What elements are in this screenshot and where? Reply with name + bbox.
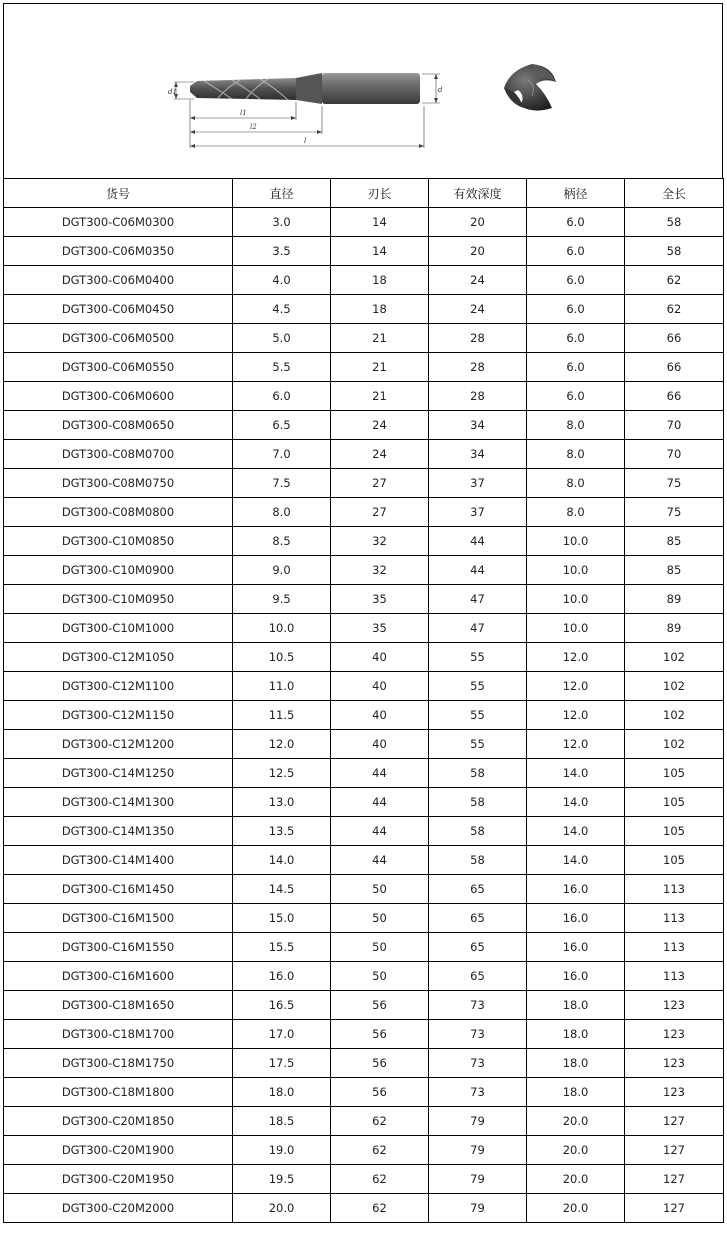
cell-shank-diameter: 14.0: [527, 817, 625, 846]
cell-shank-diameter: 12.0: [527, 643, 625, 672]
cell-diameter: 4.5: [233, 295, 331, 324]
table-row: [4, 1020, 724, 1049]
cell-shank-diameter: 18.0: [527, 1049, 625, 1078]
drill-end-view: [504, 64, 556, 111]
cell-part-number: DGT300-C16M1550: [4, 933, 233, 962]
cell-effective-depth: 73: [429, 991, 527, 1020]
table-row: [4, 672, 724, 701]
table-row: [4, 411, 724, 440]
cell-shank-diameter: 6.0: [527, 295, 625, 324]
cell-effective-depth: 58: [429, 817, 527, 846]
cell-overall-length: 105: [625, 846, 724, 875]
cell-flute-length: 50: [331, 875, 429, 904]
table-row: [4, 846, 724, 875]
table-row: [4, 237, 724, 266]
cell-diameter: 11.5: [233, 701, 331, 730]
cell-effective-depth: 20: [429, 237, 527, 266]
header-part-number: 货号: [4, 179, 233, 208]
cell-shank-diameter: 12.0: [527, 730, 625, 759]
label-d: d: [438, 86, 443, 94]
cell-effective-depth: 47: [429, 614, 527, 643]
table-row: [4, 1078, 724, 1107]
cell-diameter: 3.0: [233, 208, 331, 237]
cell-shank-diameter: 14.0: [527, 846, 625, 875]
cell-diameter: 6.0: [233, 382, 331, 411]
cell-part-number: DGT300-C18M1700: [4, 1020, 233, 1049]
drill-neck: [296, 73, 322, 104]
cell-flute-length: 40: [331, 643, 429, 672]
cell-flute-length: 62: [331, 1136, 429, 1165]
cell-effective-depth: 55: [429, 643, 527, 672]
cell-part-number: DGT300-C20M2000: [4, 1194, 233, 1223]
cell-effective-depth: 73: [429, 1078, 527, 1107]
cell-diameter: 15.5: [233, 933, 331, 962]
cell-shank-diameter: 14.0: [527, 759, 625, 788]
cell-shank-diameter: 18.0: [527, 1020, 625, 1049]
cell-diameter: 14.5: [233, 875, 331, 904]
cell-shank-diameter: 8.0: [527, 469, 625, 498]
cell-overall-length: 75: [625, 498, 724, 527]
header-effective-depth: 有效深度: [429, 179, 527, 208]
cell-part-number: DGT300-C14M1250: [4, 759, 233, 788]
cell-shank-diameter: 20.0: [527, 1107, 625, 1136]
cell-diameter: 6.5: [233, 411, 331, 440]
cell-flute-length: 24: [331, 411, 429, 440]
cell-effective-depth: 44: [429, 527, 527, 556]
label-l2: l2: [250, 123, 257, 131]
cell-flute-length: 24: [331, 440, 429, 469]
cell-diameter: 13.0: [233, 788, 331, 817]
cell-effective-depth: 28: [429, 324, 527, 353]
cell-shank-diameter: 20.0: [527, 1136, 625, 1165]
cell-flute-length: 27: [331, 469, 429, 498]
table-row: [4, 991, 724, 1020]
cell-diameter: 17.0: [233, 1020, 331, 1049]
table-row: [4, 1165, 724, 1194]
cell-shank-diameter: 18.0: [527, 1078, 625, 1107]
cell-part-number: DGT300-C12M1150: [4, 701, 233, 730]
drill-shank: [322, 73, 420, 104]
cell-effective-depth: 73: [429, 1020, 527, 1049]
drill-diagram: [3, 3, 723, 178]
cell-diameter: 10.5: [233, 643, 331, 672]
cell-flute-length: 35: [331, 614, 429, 643]
cell-diameter: 8.0: [233, 498, 331, 527]
label-l: l: [304, 137, 307, 145]
cell-overall-length: 75: [625, 469, 724, 498]
cell-part-number: DGT300-C08M0650: [4, 411, 233, 440]
cell-overall-length: 62: [625, 295, 724, 324]
table-row: [4, 324, 724, 353]
table-row: [4, 701, 724, 730]
cell-effective-depth: 65: [429, 875, 527, 904]
cell-part-number: DGT300-C18M1650: [4, 991, 233, 1020]
cell-part-number: DGT300-C08M0750: [4, 469, 233, 498]
cell-flute-length: 62: [331, 1194, 429, 1223]
cell-shank-diameter: 16.0: [527, 875, 625, 904]
table-row: [4, 382, 724, 411]
cell-overall-length: 113: [625, 875, 724, 904]
cell-flute-length: 62: [331, 1165, 429, 1194]
cell-shank-diameter: 12.0: [527, 701, 625, 730]
cell-overall-length: 102: [625, 643, 724, 672]
cell-effective-depth: 55: [429, 672, 527, 701]
cell-shank-diameter: 14.0: [527, 788, 625, 817]
table-header-row: [4, 179, 724, 208]
cell-shank-diameter: 10.0: [527, 614, 625, 643]
table-row: [4, 933, 724, 962]
cell-effective-depth: 37: [429, 498, 527, 527]
table-row: [4, 759, 724, 788]
cell-part-number: DGT300-C20M1850: [4, 1107, 233, 1136]
cell-shank-diameter: 6.0: [527, 266, 625, 295]
cell-diameter: 8.5: [233, 527, 331, 556]
cell-shank-diameter: 8.0: [527, 440, 625, 469]
label-l1: l1: [240, 109, 247, 117]
cell-part-number: DGT300-C10M0900: [4, 556, 233, 585]
cell-overall-length: 62: [625, 266, 724, 295]
cell-overall-length: 102: [625, 672, 724, 701]
cell-shank-diameter: 20.0: [527, 1165, 625, 1194]
table-row: [4, 817, 724, 846]
cell-overall-length: 123: [625, 1049, 724, 1078]
cell-effective-depth: 37: [429, 469, 527, 498]
cell-overall-length: 105: [625, 788, 724, 817]
cell-overall-length: 127: [625, 1165, 724, 1194]
cell-overall-length: 105: [625, 817, 724, 846]
cell-overall-length: 123: [625, 991, 724, 1020]
cell-part-number: DGT300-C16M1450: [4, 875, 233, 904]
cell-part-number: DGT300-C08M0800: [4, 498, 233, 527]
cell-overall-length: 127: [625, 1136, 724, 1165]
cell-diameter: 9.5: [233, 585, 331, 614]
cell-effective-depth: 79: [429, 1165, 527, 1194]
cell-overall-length: 58: [625, 237, 724, 266]
table-row: [4, 788, 724, 817]
cell-flute-length: 62: [331, 1107, 429, 1136]
cell-diameter: 18.5: [233, 1107, 331, 1136]
table-row: [4, 1136, 724, 1165]
cell-overall-length: 66: [625, 382, 724, 411]
cell-flute-length: 21: [331, 382, 429, 411]
cell-effective-depth: 73: [429, 1049, 527, 1078]
cell-shank-diameter: 6.0: [527, 382, 625, 411]
cell-overall-length: 127: [625, 1107, 724, 1136]
cell-effective-depth: 65: [429, 962, 527, 991]
cell-part-number: DGT300-C16M1500: [4, 904, 233, 933]
cell-flute-length: 27: [331, 498, 429, 527]
header-diameter: 直径: [233, 179, 331, 208]
cell-overall-length: 66: [625, 324, 724, 353]
cell-part-number: DGT300-C06M0450: [4, 295, 233, 324]
cell-shank-diameter: 16.0: [527, 904, 625, 933]
cell-flute-length: 44: [331, 817, 429, 846]
cell-diameter: 11.0: [233, 672, 331, 701]
cell-effective-depth: 28: [429, 382, 527, 411]
cell-part-number: DGT300-C12M1100: [4, 672, 233, 701]
cell-diameter: 16.0: [233, 962, 331, 991]
cell-part-number: DGT300-C10M0850: [4, 527, 233, 556]
cell-flute-length: 32: [331, 556, 429, 585]
cell-diameter: 9.0: [233, 556, 331, 585]
cell-flute-length: 32: [331, 527, 429, 556]
cell-overall-length: 123: [625, 1078, 724, 1107]
cell-flute-length: 44: [331, 788, 429, 817]
cell-shank-diameter: 6.0: [527, 237, 625, 266]
cell-effective-depth: 24: [429, 295, 527, 324]
table-row: [4, 904, 724, 933]
cell-effective-depth: 55: [429, 730, 527, 759]
cell-shank-diameter: 10.0: [527, 585, 625, 614]
cell-part-number: DGT300-C06M0300: [4, 208, 233, 237]
drill-flute: [190, 78, 296, 100]
cell-flute-length: 40: [331, 730, 429, 759]
cell-diameter: 15.0: [233, 904, 331, 933]
header-overall-length: 全长: [625, 179, 724, 208]
cell-flute-length: 40: [331, 672, 429, 701]
cell-shank-diameter: 6.0: [527, 324, 625, 353]
table-row: [4, 266, 724, 295]
cell-part-number: DGT300-C16M1600: [4, 962, 233, 991]
cell-part-number: DGT300-C18M1750: [4, 1049, 233, 1078]
cell-flute-length: 44: [331, 759, 429, 788]
table-row: [4, 585, 724, 614]
cell-flute-length: 56: [331, 991, 429, 1020]
cell-part-number: DGT300-C18M1800: [4, 1078, 233, 1107]
table-row: [4, 1049, 724, 1078]
cell-flute-length: 50: [331, 904, 429, 933]
cell-flute-length: 56: [331, 1078, 429, 1107]
table-row: [4, 295, 724, 324]
cell-flute-length: 44: [331, 846, 429, 875]
cell-diameter: 7.0: [233, 440, 331, 469]
cell-effective-depth: 79: [429, 1194, 527, 1223]
cell-shank-diameter: 10.0: [527, 527, 625, 556]
cell-part-number: DGT300-C10M0950: [4, 585, 233, 614]
cell-overall-length: 85: [625, 556, 724, 585]
cell-part-number: DGT300-C06M0500: [4, 324, 233, 353]
cell-diameter: 5.5: [233, 353, 331, 382]
table-row: [4, 353, 724, 382]
cell-part-number: DGT300-C14M1400: [4, 846, 233, 875]
header-shank-diameter: 柄径: [527, 179, 625, 208]
cell-diameter: 20.0: [233, 1194, 331, 1223]
cell-effective-depth: 58: [429, 759, 527, 788]
cell-diameter: 17.5: [233, 1049, 331, 1078]
cell-diameter: 13.5: [233, 817, 331, 846]
cell-flute-length: 14: [331, 237, 429, 266]
cell-effective-depth: 47: [429, 585, 527, 614]
table-row: [4, 1194, 724, 1223]
cell-diameter: 3.5: [233, 237, 331, 266]
cell-effective-depth: 20: [429, 208, 527, 237]
cell-diameter: 19.0: [233, 1136, 331, 1165]
table-row: [4, 498, 724, 527]
cell-flute-length: 56: [331, 1049, 429, 1078]
cell-flute-length: 40: [331, 701, 429, 730]
cell-overall-length: 127: [625, 1194, 724, 1223]
cell-overall-length: 123: [625, 1020, 724, 1049]
cell-part-number: DGT300-C06M0350: [4, 237, 233, 266]
label-d1: d1: [168, 88, 177, 96]
cell-effective-depth: 34: [429, 411, 527, 440]
cell-overall-length: 102: [625, 701, 724, 730]
cell-flute-length: 21: [331, 353, 429, 382]
table-row: [4, 1107, 724, 1136]
drill-drawing: [4, 4, 722, 178]
cell-effective-depth: 44: [429, 556, 527, 585]
spec-table: [3, 178, 724, 1223]
cell-overall-length: 85: [625, 527, 724, 556]
table-row: [4, 875, 724, 904]
cell-overall-length: 89: [625, 585, 724, 614]
cell-shank-diameter: 6.0: [527, 208, 625, 237]
cell-diameter: 12.0: [233, 730, 331, 759]
cell-effective-depth: 79: [429, 1107, 527, 1136]
cell-overall-length: 70: [625, 440, 724, 469]
cell-shank-diameter: 6.0: [527, 353, 625, 382]
table-row: [4, 730, 724, 759]
cell-overall-length: 102: [625, 730, 724, 759]
cell-overall-length: 105: [625, 759, 724, 788]
cell-effective-depth: 65: [429, 904, 527, 933]
cell-effective-depth: 34: [429, 440, 527, 469]
table-body: [4, 208, 724, 1223]
cell-diameter: 4.0: [233, 266, 331, 295]
cell-part-number: DGT300-C06M0400: [4, 266, 233, 295]
cell-diameter: 14.0: [233, 846, 331, 875]
cell-shank-diameter: 16.0: [527, 962, 625, 991]
cell-shank-diameter: 8.0: [527, 411, 625, 440]
cell-diameter: 19.5: [233, 1165, 331, 1194]
table-row: [4, 469, 724, 498]
product-sheet: [3, 3, 723, 1223]
table-row: [4, 643, 724, 672]
cell-diameter: 18.0: [233, 1078, 331, 1107]
table-row: [4, 208, 724, 237]
cell-shank-diameter: 20.0: [527, 1194, 625, 1223]
cell-part-number: DGT300-C12M1050: [4, 643, 233, 672]
cell-overall-length: 66: [625, 353, 724, 382]
cell-flute-length: 21: [331, 324, 429, 353]
cell-part-number: DGT300-C06M0600: [4, 382, 233, 411]
cell-part-number: DGT300-C08M0700: [4, 440, 233, 469]
cell-shank-diameter: 12.0: [527, 672, 625, 701]
table-row: [4, 614, 724, 643]
cell-shank-diameter: 8.0: [527, 498, 625, 527]
cell-diameter: 5.0: [233, 324, 331, 353]
cell-effective-depth: 55: [429, 701, 527, 730]
cell-shank-diameter: 18.0: [527, 991, 625, 1020]
table-row: [4, 962, 724, 991]
cell-flute-length: 35: [331, 585, 429, 614]
table-row: [4, 527, 724, 556]
cell-flute-length: 50: [331, 962, 429, 991]
cell-diameter: 16.5: [233, 991, 331, 1020]
cell-effective-depth: 58: [429, 788, 527, 817]
table-row: [4, 440, 724, 469]
cell-diameter: 12.5: [233, 759, 331, 788]
cell-flute-length: 18: [331, 295, 429, 324]
cell-effective-depth: 65: [429, 933, 527, 962]
cell-overall-length: 113: [625, 962, 724, 991]
cell-effective-depth: 28: [429, 353, 527, 382]
cell-overall-length: 113: [625, 904, 724, 933]
header-flute-length: 刃长: [331, 179, 429, 208]
cell-overall-length: 89: [625, 614, 724, 643]
cell-effective-depth: 24: [429, 266, 527, 295]
table-row: [4, 556, 724, 585]
cell-overall-length: 113: [625, 933, 724, 962]
cell-diameter: 10.0: [233, 614, 331, 643]
cell-flute-length: 14: [331, 208, 429, 237]
cell-overall-length: 70: [625, 411, 724, 440]
cell-part-number: DGT300-C06M0550: [4, 353, 233, 382]
cell-effective-depth: 58: [429, 846, 527, 875]
cell-shank-diameter: 16.0: [527, 933, 625, 962]
cell-part-number: DGT300-C14M1350: [4, 817, 233, 846]
cell-part-number: DGT300-C12M1200: [4, 730, 233, 759]
cell-part-number: DGT300-C14M1300: [4, 788, 233, 817]
cell-shank-diameter: 10.0: [527, 556, 625, 585]
cell-part-number: DGT300-C10M1000: [4, 614, 233, 643]
cell-flute-length: 56: [331, 1020, 429, 1049]
cell-part-number: DGT300-C20M1900: [4, 1136, 233, 1165]
cell-flute-length: 18: [331, 266, 429, 295]
cell-overall-length: 58: [625, 208, 724, 237]
cell-effective-depth: 79: [429, 1136, 527, 1165]
cell-part-number: DGT300-C20M1950: [4, 1165, 233, 1194]
cell-flute-length: 50: [331, 933, 429, 962]
cell-diameter: 7.5: [233, 469, 331, 498]
